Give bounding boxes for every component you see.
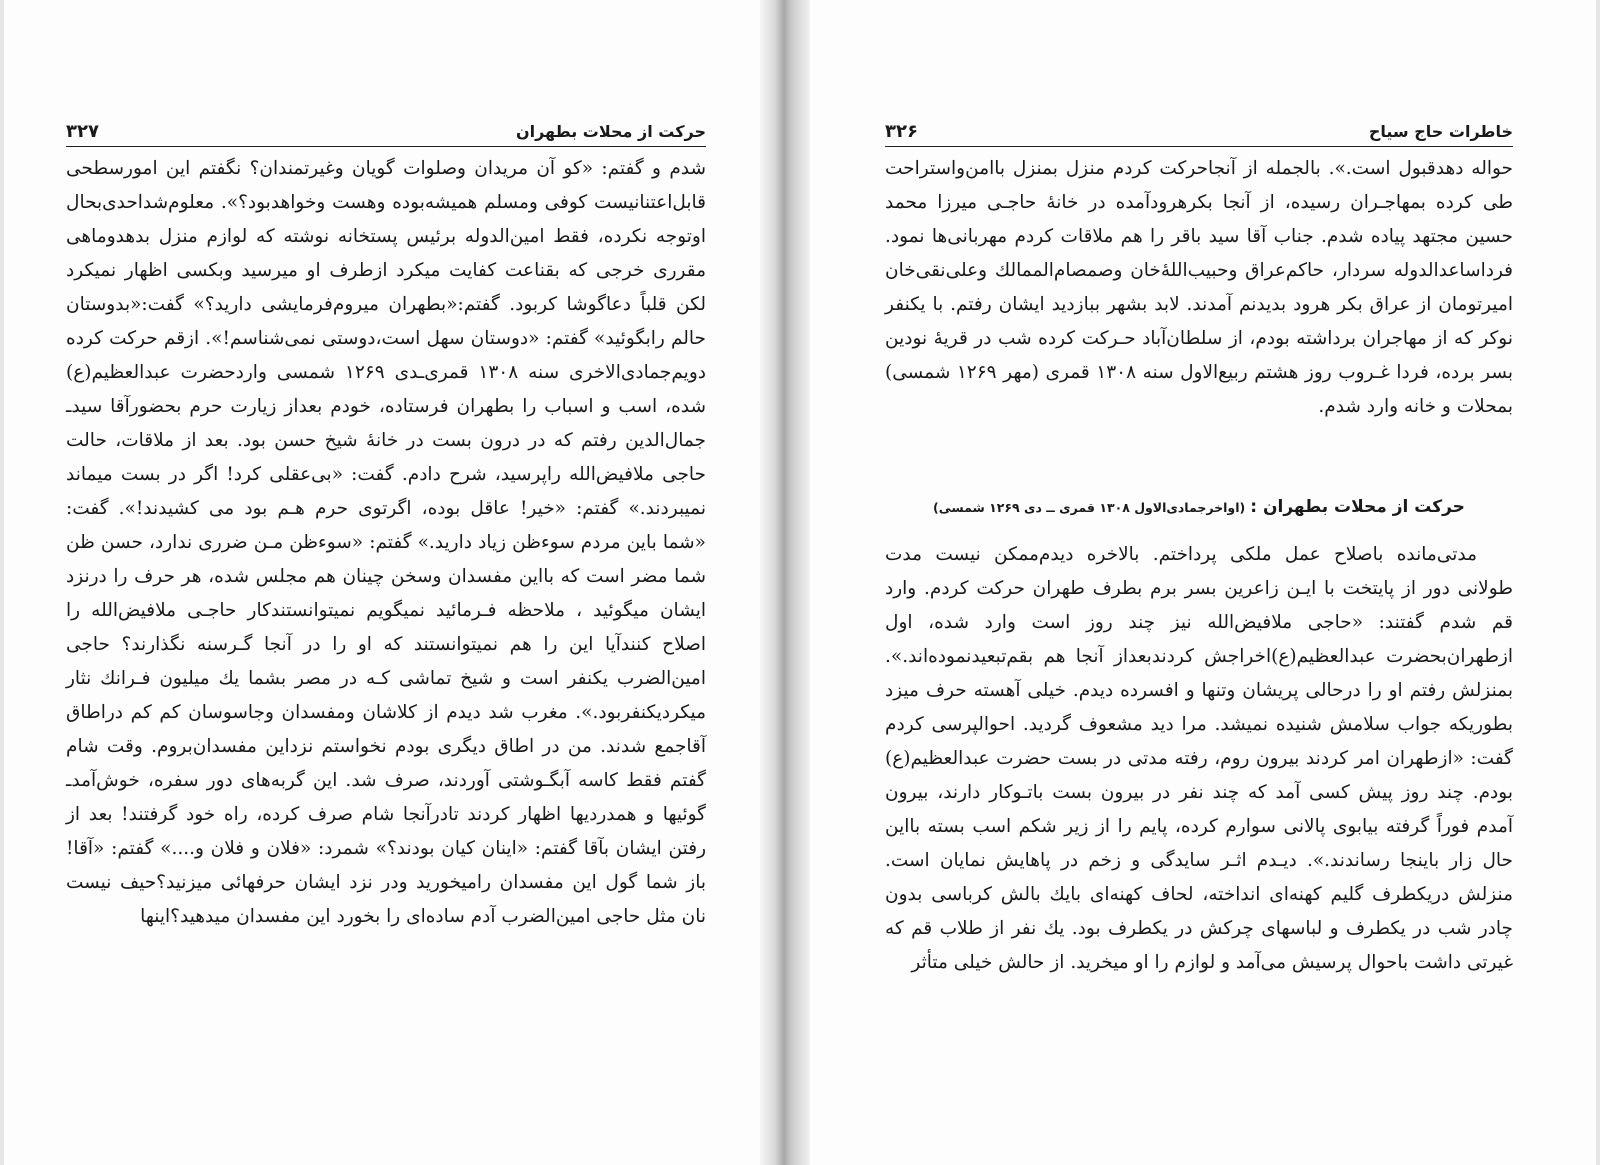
running-title: حرکت از محلات بطهران xyxy=(515,122,706,141)
body-text-bottom: مدتی‌مانده باصلاح عمل ملکی پرداختم. بالاخره دیدم‌ممکن نیست مدت طولانی دور از پایتخت با ایـن زاعرین بسر برم بطرف طهران حرکت کردم. وارد قم شدم گفتند: «حاجی ملافیض‌الله نیز چند روز است وارد شده، اول ازطهران‌بحضرت عبدالعظیم(ع)اخراجش کردندبعداز آنجا هم بقم‌تبعیدنموده‌اند.». بمنزلش رفتم او را درحالی پریشان وتنها و افسرده دیدم. خیلی آهسته حرف میزد بطوریکه جواب سلامش شنیده نمیشد. مرا دید مشعوف گردید. احوالپرسی کردم گفت: «ازطهران امر کردند بیرون روم، رفته مدتی در بست حضرت عبدالعظیم(ع) بودم. چند روز پیش کسی آمد که چند نفر در بیرون بست باتـوکار دارند، بیرون آمدم فوراً گرفته بیابوی پالانی سوارم کرده، پایم را از زیر شکم اسب بسته بااین حال زار باینجا رساندند.». دیـدم اثـر سایدگی و زخم در پاهایش نمایان است. منزلش دریکطرف گلیم کهنه‌ای انداخته، لحاف کهنه‌ای بایك بالش کرباسی بدون چادر شب در یکطرف و لباسهای چرکش در یکطرف بود. یك نفر از طلاب قم که غیرتی داشت باحوال پرسیش می‌آمد و لوازم را او میخرید. از حالش خیلی متأثر xyxy=(885,544,1513,973)
running-title: خاطرات حاج سیاح xyxy=(1368,122,1513,141)
section-heading xyxy=(885,497,1513,517)
page-number: ۳۲۷ xyxy=(66,121,99,142)
running-head-right xyxy=(885,120,1513,147)
body-text: شدم و گفتم: «کو آن مریدان وصلوات گویان وغیرتمندان؟ نگفتم این امورسطحی قابل‌اعتنانیست کوفی ومسلم همیشه‌بوده وهست وخواهدبود؟». معلوم‌شداحدی‌بحال اوتوجه نکرده، فقط امین‌الدوله برئیس پستخانه نوشته که لوازم منزل بدهدوماهی مقرری خرجی که بقناعت کفایت میکرد ازطرف او میرسید وبکسی اظهار نمیکرد لکن قلباً دعاگوشا کربود. گفتم:«بطهران میروم‌فرمایشی دارید؟» گفت:«بدوستان حالم رابگوئید» گفتم: «دوستان سهل است،دوستی نمی‌شناسم!». ازقم حرکت کرده دویم‌جمادی‌الاخری سنه ۱۳۰۸ قمری‌ـدی ۱۲۶۹ شمسی واردحضرت عبدالعظیم(ع) شده، اسب و اسباب را بطهران فرستاده، خودم بعداز زیارت حرم بحضورآقا سیدـ جمال‌الدین رفتم که در درون بست در خانهٔ شیخ حسن بود. بعد از ملاقات، حالت حاجی ملافیض‌الله راپرسید، شرح دادم. گفت: «بی‌عقلی کرد! اگر در بست میماند نمیبردند.» گفتم: «خیر! عاقل بوده، اگرتوی حرم هـم بود می کشیدند!». گفت: «شما باین مردم سوءظن زیاد دارید.» گفتم: «سوءظن مـن ضرری ندارد، حسن ظن شما مضر است که بااین مفسدان وسخن چینان هم مجلس شده، هر حرف را درنزد ایشان میگوئید ، ملاحظه فـرمائید نمیگویم نمیتوانستندکار حاجـی ملافیض‌الله را اصلاح کنندآیا این را هم نمیتوانستند که او را در آنجا گـرسنه نگذارند؟ حاجی امین‌الضرب یکنفر است و شیخ تماشی کـه در مصر بشما یك میلیون فـرانك نثار میکردیکنفربود.». مغرب شد دیدم از کلاشان ومفسدان وجاسوسان کم کم دراطاق آقاجمع شدند. من در اطاق دیگری بودم نخواستم نزداین مفسدان‌بروم. وقت شام گفتم فقط کاسه آبگـوشتی آوردند، صرف شد. این گربه‌های دور سفره، خوش‌آمدـ گوئیها و همدردیها اظهار کردند تادرآنجا شام صرف کرده، راه خود گرفتند! بعد از رفتن ایشان بآقا گفتم: «اینان کیان بودند؟» شمرد: «فلان و فلان و....» گفتم: «آقا! باز شما گول این مفسدان رامیخورید ودر نزد ایشان حرفهائی میزنید؟حیف نیست نان مثل حاجی امین‌الضرب آدم ساده‌ای را بخورد این مفسدان میدهید؟اینها xyxy=(66,158,706,927)
right-page xyxy=(810,0,1600,1165)
running-head-left xyxy=(66,120,706,147)
book-gutter xyxy=(760,0,810,1165)
page-number: ۳۲۶ xyxy=(885,121,918,142)
section-title: حرکت از محلات بطهران : xyxy=(1250,497,1465,517)
page-edge-right xyxy=(1596,0,1600,1165)
left-page xyxy=(0,0,760,1165)
section-subtitle: (اواخرجمادی‌الاول ۱۳۰۸ قمری ــ دی ۱۲۶۹ شمسی) xyxy=(933,500,1246,515)
body-text-top: حواله دهدقبول است.». بالجمله از آنجاحرکت کردم منزل بمنزل باامن‌واستراحت طی کرده بمهاجـران رسیده، از آنجا بکرهرودآمده در خانهٔ حاجـی میرزا محمد حسین مجتهد پیاده شدم. جناب آقا سید باقر را هم ملاقات کردم مهربانی‌ها نمود. فرداساعدالدوله سردار، حاکم‌عراق وحبیب‌اللهٔ‌خان وصمصام‌الممالك وعلی‌نقی‌خان امیرتومان از عراق بکر هرود بدیدنم آمدند. لابد بشهر ببازدید ایشان رفتم. با یکنفر نوکر که از مهاجران برداشته بودم، از سلطان‌آباد حـرکت کرده شب در قریهٔ نودین بسر برده، فردا غـروب روز هشتم ربیع‌الاول سنه ۱۳۰۸ قمری (مهر ۱۲۶۹ شمسی) بمحلات و خانه وارد شدم. xyxy=(885,158,1514,417)
